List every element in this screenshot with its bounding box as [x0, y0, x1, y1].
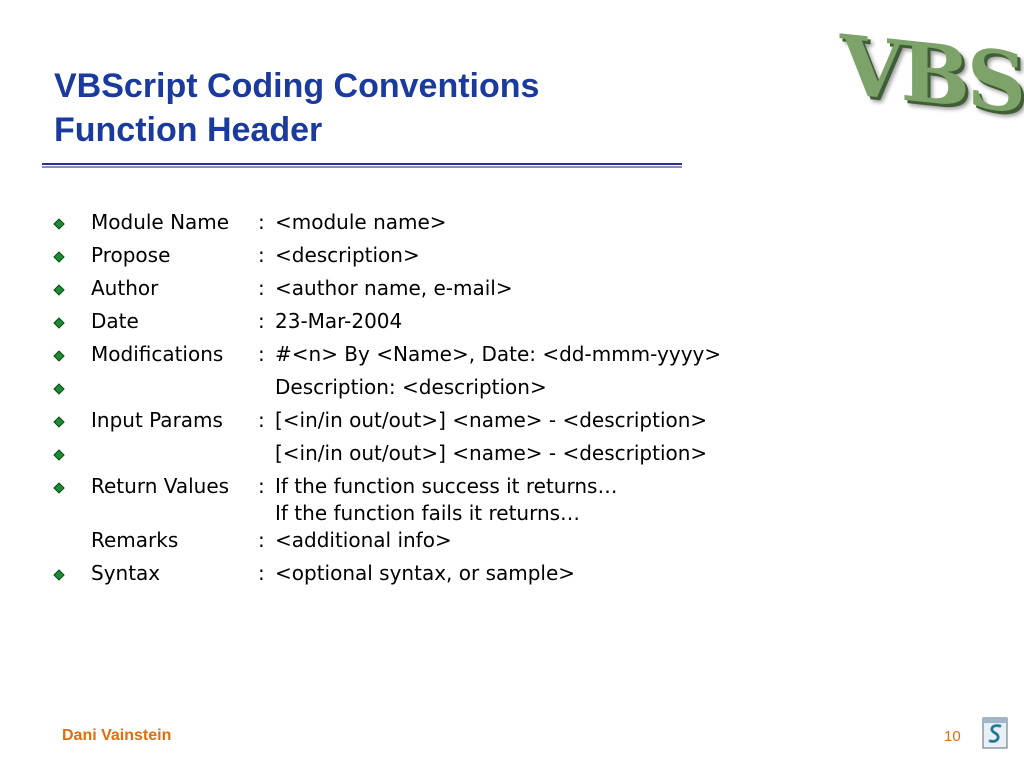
field-value: If the function fails it returns… — [275, 501, 581, 525]
list-item — [0, 307, 1024, 337]
field-separator: : — [258, 243, 265, 267]
field-value: <optional syntax, or sample> — [275, 561, 576, 585]
title-underline — [42, 163, 682, 169]
diamond-bullet-icon — [53, 383, 64, 394]
list-item — [0, 499, 1024, 529]
list-item — [0, 406, 1024, 436]
diamond-bullet-icon — [53, 449, 64, 460]
field-label: Syntax — [91, 561, 161, 585]
field-value: 23-Mar-2004 — [275, 309, 403, 333]
field-value: #<n> By <Name>, Date: <dd-mmm-yyyy> — [275, 342, 722, 366]
field-value: <description> — [275, 243, 420, 267]
field-label: Return Values — [91, 474, 230, 498]
field-separator: : — [258, 528, 265, 552]
field-value: <additional info> — [275, 528, 452, 552]
list-item — [0, 340, 1024, 370]
field-label: Author — [91, 276, 159, 300]
field-label: Input Params — [91, 408, 223, 432]
field-label: Modifications — [91, 342, 224, 366]
list-item — [0, 526, 1024, 556]
title-line-1: VBScript Coding Conventions — [54, 67, 540, 105]
list-item — [0, 472, 1024, 502]
diamond-bullet-icon — [53, 350, 64, 361]
field-separator: : — [258, 342, 265, 366]
diamond-bullet-icon — [53, 569, 64, 580]
field-value: [<in/in out/out>] <name> - <description> — [275, 441, 708, 465]
field-value: Description: <description> — [275, 375, 547, 399]
list-item — [0, 208, 1024, 238]
field-value: <module name> — [275, 210, 447, 234]
field-separator: : — [258, 474, 265, 498]
field-value: <author name, e-mail> — [275, 276, 513, 300]
footer-author: Dani Vainstein — [62, 727, 172, 744]
list-item — [0, 274, 1024, 304]
list-item — [0, 241, 1024, 271]
vbs-logo: VBS — [840, 17, 1024, 133]
script-file-icon — [980, 716, 1010, 750]
field-separator: : — [258, 561, 265, 585]
diamond-bullet-icon — [53, 251, 64, 262]
field-separator: : — [258, 210, 265, 234]
field-value: [<in/in out/out>] <name> - <description> — [275, 408, 708, 432]
field-value: If the function success it returns… — [275, 474, 618, 498]
title-line-2: Function Header — [54, 111, 323, 149]
diamond-bullet-icon — [53, 317, 64, 328]
field-separator: : — [258, 276, 265, 300]
list-item — [0, 439, 1024, 469]
field-label: Date — [91, 309, 139, 333]
field-label: Module Name — [91, 210, 230, 234]
slide-title — [54, 64, 539, 152]
diamond-bullet-icon — [53, 482, 64, 493]
field-separator: : — [258, 309, 265, 333]
field-separator: : — [258, 408, 265, 432]
field-label: Remarks — [91, 528, 179, 552]
field-label: Propose — [91, 243, 171, 267]
diamond-bullet-icon — [53, 218, 64, 229]
diamond-bullet-icon — [53, 416, 64, 427]
list-item — [0, 373, 1024, 403]
list-item — [0, 559, 1024, 589]
page-number: 10 — [944, 728, 961, 745]
diamond-bullet-icon — [53, 284, 64, 295]
